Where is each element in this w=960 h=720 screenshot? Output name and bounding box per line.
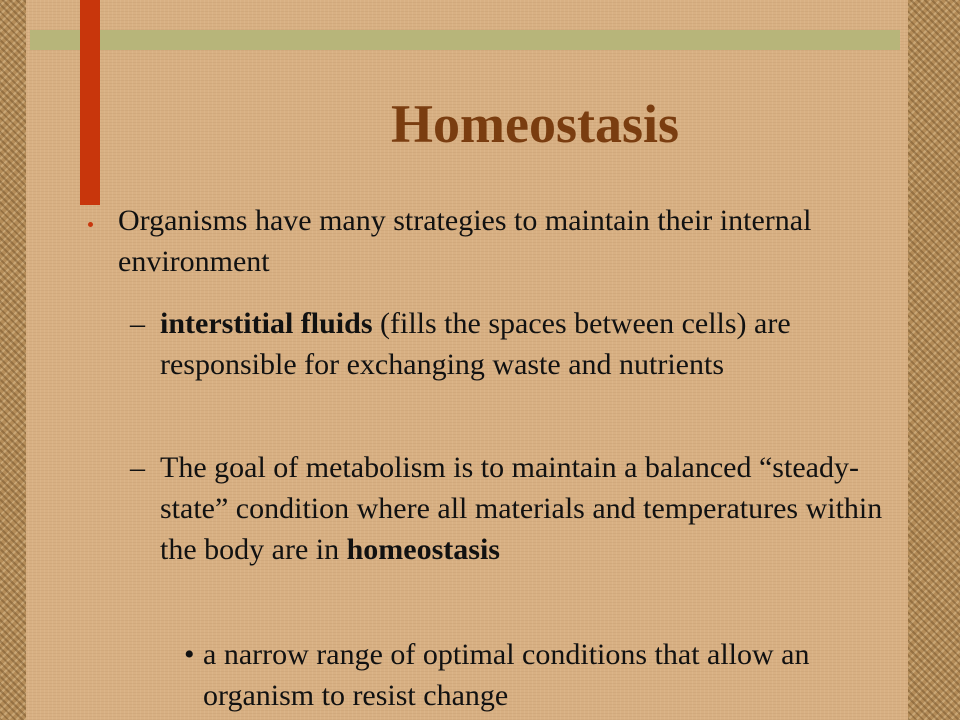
sub-bullet-2 [160,447,890,570]
sub-bullet-1 [160,303,890,385]
sub-bullet-2-text: The goal of metabolism is to maintain a balanced “steady-state” condition where all materials and temperatures within the body are in [160,451,883,566]
sub-sub-bullet-icon: • [184,638,195,671]
dash-bullet-2: – [130,451,145,484]
bullet-dot-icon [88,222,93,227]
term-homeostasis: homeostasis [346,533,500,566]
slide-title: Homeostasis [391,94,679,154]
bullet-1: Organisms have many strategies to maintain their internal environment [118,204,812,278]
sub-bullet-1-text: (fills the spaces between cells) are responsible for exchanging waste and nutrients [160,307,791,381]
dash-bullet-1: – [130,307,145,340]
sub-sub-bullet-1: a narrow range of optimal conditions that allow an organism to resist change [203,638,810,712]
term-interstitial-fluids: interstitial fluids [160,307,373,340]
